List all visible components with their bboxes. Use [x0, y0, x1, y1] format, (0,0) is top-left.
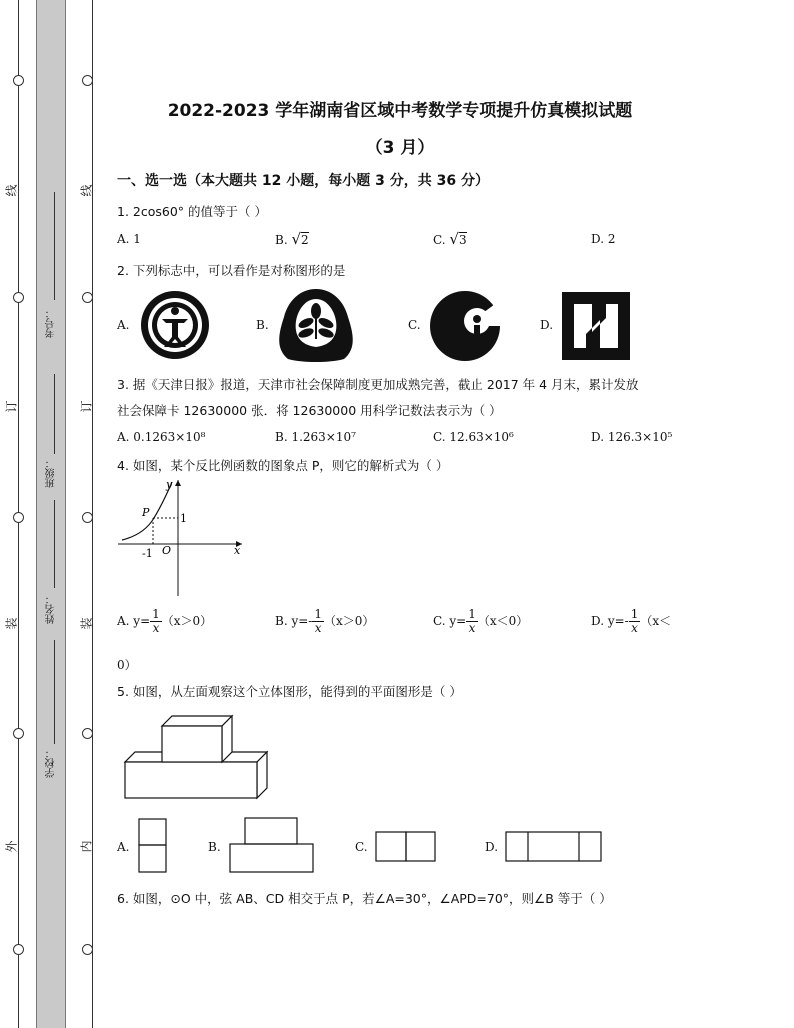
binding-hole: [13, 292, 24, 303]
solid-figure: [120, 710, 272, 802]
binding-hole: [13, 944, 24, 955]
page-subtitle: （3 月）: [365, 138, 435, 158]
question-2-option-d: D.: [540, 318, 554, 332]
question-4-option-d: D. y=- $\frac{1}{x}$ （x＜: [591, 607, 672, 635]
class-field[interactable]: [54, 374, 55, 454]
question-4-option-b: B. y=- $\frac{1}{x}$ （x＞0）: [275, 607, 375, 635]
outer-margin-char: 外: [4, 840, 19, 853]
leaf-emblem-icon: [274, 287, 358, 363]
view-option-a: [138, 818, 168, 874]
question-3-option-c: C. 12.63×10⁶: [433, 430, 514, 444]
class-label: 班级：: [46, 458, 57, 488]
question-1-option-a: A. 1: [117, 232, 141, 246]
tick-neg-one-label: -1: [142, 547, 153, 560]
binding-hole: [82, 292, 93, 303]
square-emblem-icon: [562, 292, 630, 360]
question-5-option-c: C.: [355, 840, 368, 854]
binding-hole: [82, 944, 93, 955]
g-emblem-icon: [428, 289, 502, 363]
outer-margin-char: 订: [4, 400, 19, 413]
question-6-stem: 6. 如图，⊙O 中，弦 AB、CD 相交于点 P，若∠A=30°，∠APD=70°，则∠B 等于（ ）: [117, 891, 612, 906]
tick-one-label: 1: [180, 512, 187, 525]
question-5-stem: 5. 如图，从左面观察这个立体图形，能得到的平面图形是（ ）: [117, 684, 462, 699]
question-5-option-b: B.: [208, 840, 221, 854]
y-axis-label: y: [166, 478, 173, 491]
question-3-option-a: A. 0.1263×10⁸: [117, 430, 206, 444]
outer-margin-char: 装: [4, 617, 19, 630]
inner-margin-char: 订: [79, 400, 94, 413]
origin-label: O: [162, 544, 172, 557]
hyperbola-graph: [114, 474, 248, 600]
view-option-b: [228, 816, 316, 874]
binding-hole: [82, 512, 93, 523]
inner-margin-char: 线: [79, 184, 94, 197]
question-1-option-b: B. √2: [275, 230, 309, 248]
outer-margin-char: 线: [4, 184, 19, 197]
question-3-option-b: B. 1.263×10⁷: [275, 430, 356, 444]
binding-hole: [13, 75, 24, 86]
question-2-option-b: B.: [256, 318, 269, 332]
school-field[interactable]: [54, 640, 55, 744]
question-1-option-c: C. √3: [433, 230, 467, 248]
x-axis-label: x: [234, 544, 241, 557]
question-4-option-c: C. y= $\frac{1}{x}$ （x＜0）: [433, 607, 529, 635]
name-label: 姓名：: [46, 594, 57, 624]
question-4-option-a: A. y= $\frac{1}{x}$ （x＞0）: [117, 607, 213, 635]
inner-margin-char: 内: [79, 840, 94, 853]
emblem-a-icon: [136, 289, 214, 361]
page-title: 2022-2023 学年湖南省区域中考数学专项提升仿真模拟试题: [167, 101, 633, 121]
question-3-option-d: D. 126.3×10⁵: [591, 430, 673, 444]
binding-strip: [36, 0, 66, 1028]
view-option-c: [374, 830, 438, 864]
name-field[interactable]: [54, 500, 55, 588]
question-4-stem: 4. 如图，某个反比例函数的图象点 P，则它的解析式为（ ）: [117, 458, 449, 473]
school-label: 学校：: [46, 748, 57, 778]
exam-number-field[interactable]: [54, 192, 55, 300]
binding-hole: [82, 728, 93, 739]
question-1-stem: 1. 2cos60° 的值等于（ ）: [117, 204, 267, 219]
question-5-option-a: A.: [117, 840, 130, 854]
question-1-option-d: D. 2: [591, 232, 616, 246]
exam-number-label: 考号：: [46, 308, 57, 338]
section-heading: 一、选一选（本大题共 12 小题，每小题 3 分，共 36 分）: [117, 173, 489, 189]
question-2-option-a: A.: [117, 318, 130, 332]
question-4-option-d-wrap: 0）: [117, 658, 137, 672]
question-2-option-c: C.: [408, 318, 421, 332]
inner-margin-char: 装: [79, 617, 94, 630]
question-5-option-d: D.: [485, 840, 499, 854]
binding-hole: [13, 728, 24, 739]
binding-hole: [13, 512, 24, 523]
point-p-label: P: [142, 506, 150, 519]
binding-hole: [82, 75, 93, 86]
question-2-stem: 2. 下列标志中，可以看作是对称图形的是: [117, 263, 346, 278]
question-3-stem-line1: 3. 据《天津日报》报道，天津市社会保障制度更加成熟完善，截止 2017 年 4 月末，累计发放: [117, 377, 639, 392]
view-option-d: [504, 830, 604, 864]
question-3-stem-line2: 社会保障卡 12630000 张．将 12630000 用科学记数法表示为（ ）: [117, 403, 502, 418]
